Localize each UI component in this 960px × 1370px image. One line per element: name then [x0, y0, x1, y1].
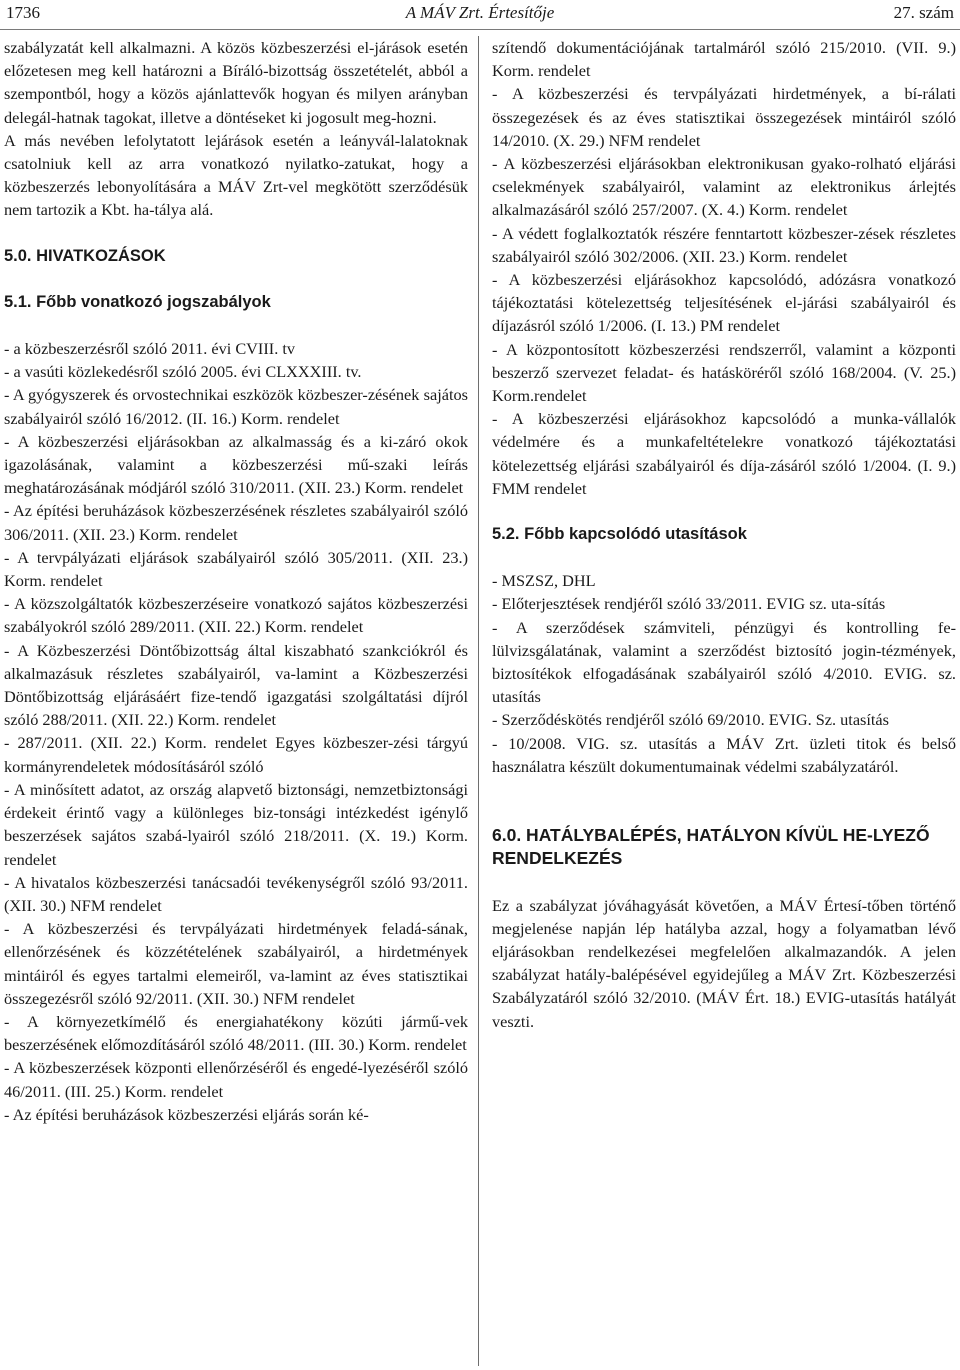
list-item: - A hivatalos közbeszerzési tanácsadói tevékenységről szóló 93/2011. (XII. 30.) NFM rendelet: [4, 872, 468, 915]
paragraph-subsidiaries: A más nevében lefolytatott lejárások esetén a leányvál-lalatoknak csatolniuk kell az arra vonatkozó nyilatko-zatukat, hogy a közbeszerzés lebonyolítására a MÁV Zrt-vel megkötött szerződésük nem tartozik a Kbt. ha-tálya alá.: [4, 130, 468, 220]
paragraph-entry-into-force: Ez a szabályzat jóváhagyását követően, a MÁV Értesí-tőben történő megjelenése napján lép hatályba azzal, hogy a folyamatban lévő eljárásokban rendelkezései megfelelően alkalmazandók. A jelen szabályzat hatály-balépésével egyidejűleg a MÁV Zrt. Közbeszerzési Szabályzatáról szóló 32/2010. (MÁV Ért. 18.) EVIG-utasítás hatályát veszti.: [492, 895, 956, 1031]
list-item: - Előterjesztések rendjéről szóló 33/2011. EVIG sz. uta-sítás: [492, 594, 886, 614]
column-divider: [478, 36, 479, 1366]
list-item: - A közszolgáltatók közbeszerzéseire vonatkozó sajátos közbeszerzési szabályokról szóló 289/2011. (XII. 22.) Korm. rendelet: [4, 594, 468, 637]
list-item: - A közbeszerzési és tervpályázati hirdetmények, a bí-rálati összegezések és az éves statisztikai összegezések mintáiról szóló 14/2010. (X. 29.) NFM rendelet: [492, 84, 956, 150]
list-item: - A közbeszerzési eljárásokhoz kapcsolódó, adózásra vonatkozó tájékoztatási kötelezettség teljesítésének el-járási szabályairól és díjazásról szóló 1/2006. (I. 13.) PM rendelet: [492, 270, 956, 336]
list-item: - Az építési beruházások közbeszerzésének részletes szabályairól szóló 306/2011. (XII. 23.) Korm. rendelet: [4, 501, 468, 544]
list-item: - A védett foglalkoztatók részére fenntartott közbeszer-zések részletes szabályairól szóló 302/2006. (XII. 23.) Korm. rendelet: [492, 223, 956, 266]
list-item: - A központosított közbeszerzési rendszerről, valamint a központi beszerző szervezet feladat- és hatásköréről szóló 168/2004. (V. 25.) Korm.rendelet: [492, 339, 956, 406]
list-item: - A közbeszerzési eljárásokban elektronikusan gyako-rolható eljárási cselekmények szabályairól, valamint az elektronikus árlejtés alkalmazásáról szóló 257/2007. (X. 4.) Korm. rendelet: [492, 154, 956, 220]
journal-title: A MÁV Zrt. Értesítője: [405, 3, 555, 22]
list-item: - 287/2011. (XII. 22.) Korm. rendelet Egyes közbeszer-zési tárgyú kormányrendeletek módosításáról szóló: [4, 733, 468, 776]
list-item: - MSZSZ, DHL: [492, 571, 596, 591]
list-item: szítendő dokumentációjának tartalmáról szóló 215/2010. (VII. 9.) Korm. rendelet: [492, 38, 956, 81]
paragraph-delegation: szabályzatát kell alkalmazni. A közös közbeszerzési el-járások esetén előzetesen meg kell határozni a Bíráló-bizottság összetételét, abból a szempontból, hogy a közös ajánlattevők hogyan és milyen arányban delegál-hatnak tagokat, illetve a döntéseket ki jogosult meg-hozni.: [4, 38, 468, 127]
page-number: 1736: [6, 3, 40, 22]
section-heading-instructions: 5.2. Főbb kapcsolódó utasítások: [492, 525, 747, 544]
page-header: [0, 0, 960, 30]
list-item: - A gyógyszerek és orvostechnikai eszközök közbeszer-zésének sajátos szabályairól szóló 16/2012. (II. 16.) Korm. rendelet: [4, 385, 468, 428]
list-item: - A Közbeszerzési Döntőbizottság által kiszabható szankciókról és alkalmazásuk részletes szabályairól, va-lamint a Közbeszerzési Döntőbizottság eljárásáért fize-tendő igazgatási szolgáltatási díjról szóló 288/2011. (XII. 22.) Korm. rendelet: [4, 640, 468, 730]
section-heading-legislation: 5.1. Főbb vonatkozó jogszabályok: [4, 292, 271, 311]
list-item: - A minősített adatot, az ország alapvető biztonsági, nemzetbiztonsági érdekeit érintő vagy a különleges biz-tonsági intézkedést igénylő beszerzések sajátos szabá-lyairól szóló 218/2011. (X. 19.) Korm. rendelet: [4, 779, 468, 869]
list-item: - A közbeszerzések központi ellenőrzéséről és engedé-lyezéséről szóló 46/2011. (III. 25.) Korm. rendelet: [4, 1058, 468, 1101]
list-item: - a közbeszerzésről szóló 2011. évi CVIII. tv: [4, 339, 296, 359]
list-item: - A közbeszerzési eljárásokban az alkalmasság és a ki-záró okok igazolásának, valamint a közbeszerzési mű-szaki leírás meghatározásának módjáról szóló 310/2011. (XII. 23.) Korm. rendelet: [4, 431, 468, 498]
right-column: [492, 36, 956, 1033]
list-item: - A közbeszerzési eljárásokhoz kapcsolódó a munka-vállalók védelmére és a munkafeltételekre vonatkozó tájékoztatási kötelezettség eljárási szabályairól és díja-zásáról szóló 1/2004. (I. 9.) FMM rendelet: [492, 409, 956, 498]
list-item: - Az építési beruházások közbeszerzési eljárás során ké-: [4, 1104, 369, 1124]
list-item: - A környezetkímélő és energiahatékony közúti jármű-vek beszerzésének előmozdításáról szóló 48/2011. (III. 30.) Korm. rendelet: [4, 1011, 468, 1055]
list-item: - Szerződéskötés rendjéről szóló 69/2010. EVIG. Sz. utasítás: [492, 710, 889, 730]
left-column: [4, 36, 468, 1126]
list-item: - 10/2008. VIG. sz. utasítás a MÁV Zrt. üzleti titok és belső használatra készült dokumentumainak védelmi szabályzatáról.: [492, 733, 956, 776]
section-heading-entry-into-force: 6.0. HATÁLYBALÉPÉS, HATÁLYON KÍVÜL HE-LYEZŐ RENDELKEZÉS: [492, 825, 930, 869]
section-heading-references: 5.0. HIVATKOZÁSOK: [4, 246, 166, 265]
list-item: - A szerződések számviteli, pénzügyi és kontrolling fe-lülvizsgálatának, valamint a szerződést biztosító jogin-tézmények, biztosítékok elfogadásának szabályairól szóló 4/2010. EVIG. sz. utasítás: [492, 617, 956, 707]
issue-number: 27. szám: [893, 3, 954, 22]
list-item: - A közbeszerzési és tervpályázati hirdetmények feladá-sának, ellenőrzésének és közzétételének szabályairól, a hirdetmények mintáiról és egyes tartalmi elemeiről, va-lamint az éves statisztikai összegezésről szóló 92/2011. (XII. 30.) NFM rendelet: [4, 919, 468, 1008]
header-rule: [0, 29, 960, 30]
list-item: - A tervpályázati eljárások szabályairól szóló 305/2011. (XII. 23.) Korm. rendelet: [4, 547, 468, 591]
list-item: - a vasúti közlekedésről szóló 2005. évi CLXXXIII. tv.: [4, 362, 362, 382]
